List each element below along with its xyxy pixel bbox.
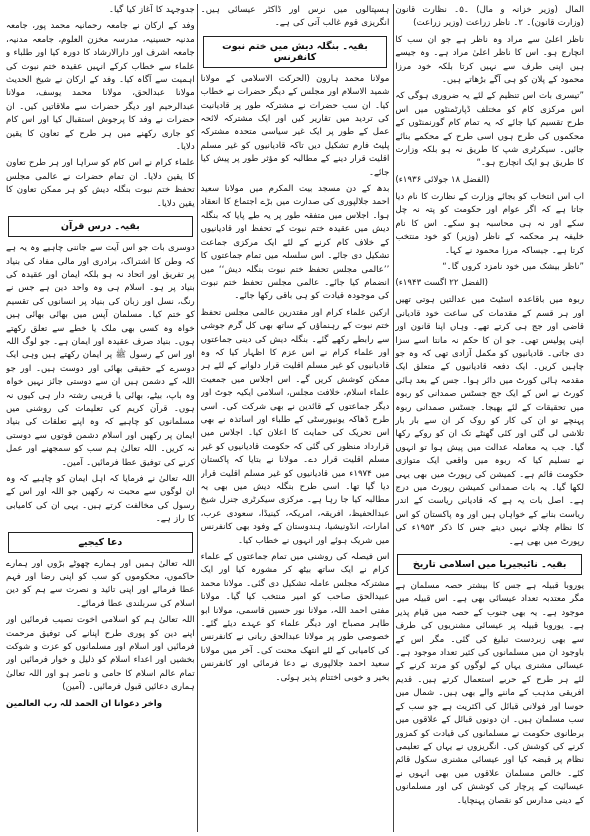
article-paragraph: ”ناظر بیشک میں خود نامزد کروں گا۔“ (442, 261, 584, 272)
section-heading: بقیہ۔ نائیجیریا میں اسلامی تاریخ (397, 554, 582, 575)
article-paragraph: ارکین علماء کرام اور مقتدرین عالمی مجلس تحفظ ختم نبوت کے رہنماؤں کے ساتھ بھی کل گرم جوشی سے رابطے رکھے گئے۔ بنگلہ دیش کی دینی جماعتوں اور علماء کرام نے اس عزم کا اظہار کیا کہ وہ قادیانیوں کو غیر مسلم اقلیت قرار دلوانے کے لئے ہر ممکن کوشش کریں گے۔ اس اجلاس میں جمعیت علماء اسلام، خلافت مجلس، اسلامی ایکیہ جوٹ اور دیگر جماعتوں کے قائدین نے بھی شرکت کی۔ اسی طرح ڈھاکہ یونیورسٹی کے طلباء اور اساتذہ نے بھی اس تحریک کی حمایت کا اعلان کیا۔ اجلاس میں قرارداد منظور کی گئی کہ حکومت قادیانیوں کو غیر مسلم اقلیت قرار دے۔ مولانا نے بتایا کہ پاکستان میں ۱۹۷۴ء میں قادیانیوں کو غیر مسلم اقلیت قرار دیا گیا تھا۔ اسی طرح بنگلہ دیش میں بھی یہ مطالبہ کیا جا رہا ہے۔ مرکزی سیکرٹری جنرل شیخ عبدالحفیظ، افریقہ، امریکہ، کینیڈا، سعودی عرب، امارات، انڈونیشیا، ہندوستان کے وفود بھی کانفرنس میں شریک ہوئے اور انہوں نے خطاب کیا۔ (200, 307, 390, 546)
citation-date: (الفضل ۱۸ جولائی ۱۹۳۶ء) (395, 174, 490, 185)
article-paragraph: ”تیسری بات اس تنظیم کے لئے یہ ضروری ہوگی کہ اس مرکزی کام کو مختلف ڈپارٹمنٹوں میں اس طرح تقسیم کیا جائے کہ یہ تمام کام گورنمنٹوں کے محکموں کی طرح ہوں اسی طرح کے محکمے بنائے جائیں۔ سیکرٹری شپ کا طریق نہ ہو بلکہ وزارت کا طریق ہو ایک انچارج ہو۔“ (395, 91, 584, 169)
article-paragraph: وفد کے ارکان نے جامعہ رحمانیہ محمد پور، جامعہ مدنیہ حسینیہ، مدرسہ مخزن العلوم، جامعہ مدنیہ، جامعہ اشرف اور دارالارشاد کا دورہ کیا اور طلباء و علماء سے خطاب کرکے انہیں عقیدہ ختم نبوت کی اہمیت سے آگاہ کیا۔ وفد کے ارکان نے شیخ الحدیث مولانا عبدالحق، مولانا محمد یوسف، مولانا عبدالرحیم اور دیگر حضرات سے ملاقاتیں کیں۔ ان حضرات نے وفد کا پرجوش استقبال کیا اور اس کام کو جاری رکھنے میں ہر طرح کے تعاون کا یقین دلایا۔ (6, 21, 195, 153)
article-paragraph: المال (وزیر خزانہ و مال) ۔۵۔ نظارت قانون (وزارت قانون)۔ ۲۔ ناظر زراعت (وزیر زراعت) (395, 5, 584, 29)
column-middle (201, 4, 390, 832)
article-paragraph: ناظر اعلیٰ سے مراد وہ ناظر ہے جو ان سب کا انچارج ہو۔ اس کا ناظر اعلیٰ مراد ہے۔ وہ جیسے ہیں اپنی طرف سے نہیں کرتا بلکہ خود مرزا محمود کے پلان کو ہی آگے بڑھاتے ہیں۔ (395, 34, 584, 86)
citation-date: (الفضل ۲۲ اگست ۱۹۴۳ء) (395, 278, 488, 289)
article-paragraph: اب اس انتخاب کو بجائے وزارت کے نظارت کا نام دیا جاتا ہے کہ اگر عوام اور حکومت کو پتہ نہ چل سکے اور نہ ہی محاسبہ ہو سکے۔ اس کا نام خلیفہ ہر محکمہ کے ناظر (وزیر) کو خود منتخب کرتا ہے۔ جیساکہ مرزا محمود نے کہا۔ (395, 191, 584, 256)
article-paragraph: اس فیصلہ کی روشنی میں تمام جماعتوں کے علماء کرام نے ایک ساتھ بیٹھ کر مشورہ کیا اور ایک مشترکہ مجلس عاملہ تشکیل دی گئی۔ مولانا محمد عبیدالحق صاحب کو امیر منتخب کیا گیا۔ مولانا مفتی احمد اللہ، مولانا نور حسین قاسمی، مولانا ابو طاہر مصباح اور دیگر علماء کو عہدے دیئے گئے۔ خصوصی طور پر مولانا عبدالحق ربانی نے کانفرنس کی کامیابی کے لئے انتھک محنت کی۔ آخر میں مولانا سعید احمد جلالپوری نے دعا فرمائی اور کانفرنس بخیر و خوبی اختتام پذیر ہوئی۔ (200, 552, 390, 683)
article-paragraph: جدوجہد کا آغاز کیا گیا۔ (108, 5, 195, 15)
section-heading: بقیہ۔ درس قرآن (8, 216, 193, 237)
closing-line: واخر دعوانا ان الحمد للہ رب العالمین (6, 698, 163, 709)
section-heading: دعا کیجیے (8, 532, 193, 553)
article-paragraph: اللہ تعالیٰ ہمیں اور ہمارے چھوٹے بڑوں اور ہمارے حاکموں، محکوموں کو سب کو اپنی رضا اور فہم عطا فرمائے اور اپنی تائید و نصرت سے ہم کو دین اسلام کی سربلندی عطا فرمائے۔ (6, 558, 195, 609)
article-paragraph: ربوہ میں باقاعدہ اسٹیٹ میں عدالتیں ہوتی تھیں اور ہر قسم کے مقدمات کی ساعت خود قادیانی قاضی اور جج ہی کرتے تھے۔ وہاں اپنا قانون اور اپنی پولیس تھی۔ جو ان کا حکم نہ مانتا اسے سزا دی جاتی۔ قادیانیوں کو مکمل آزادی تھی کہ وہ جو چاہیں کریں۔ ایک دفعہ قادیانیوں کے متعلق ایک مقدمہ ہائی کورٹ میں دائر ہوا۔ جس کے بعد ہائی کورٹ نے اس کے ایک جج جسٹس صمدانی کو ربوہ میں تحقیقات کے لئے بھیجا۔ جسٹس صمدانی ربوہ پہنچے تو ان کی کار کو روک کر ان سے بار بار تلاشی لی گئی اور کئی گھنٹے تک ان کو روکے رکھا گیا۔ جب یہ معاملہ عدالت میں پیش ہوا تو انہوں نے تسلیم کیا کہ ربوہ میں واقعی ایک متوازی حکومت قائم ہے۔ کمیشن کی رپورٹ میں بھی یہی لکھا گیا۔ یہ بات صمدانی کمیشن رپورٹ میں درج ہے۔ اصل بات یہ ہے کہ قادیانی ریاست کے اندر ریاست بنانے کے خواہاں ہیں اور وہ پاکستان کو اس کا نظام چلانے نہیں دیتے جس کا ذکر ۱۹۵۳ء کی رپورٹ میں بھی ہے۔ (395, 295, 584, 547)
article-paragraph: اللہ تعالیٰ نے فرمایا کہ اہل ایمان کو چاہیے کہ وہ ان لوگوں سے محبت نہ رکھیں جو اللہ اور اس کے رسول کی مخالفت کرتے ہیں۔ یہی ان کی کامیابی کا راز ہے۔ (6, 474, 195, 525)
article-paragraph: یوروبا قبیلہ ہے جس کا بیشتر حصہ مسلمان ہے مگر معتدبہ تعداد عیسائی بھی ہے۔ اس قبیلہ میں موجود ہے۔ یہ بھی جنوب کے حصہ میں قیام پذیر ہے۔ یوروبا قبیلہ پر عیسائی مشنریوں کی طرف سے بھی زبردست تبلیغ کی گئی۔ مگر اس کے باوجود ان میں مسلمانوں کی کثیر تعداد موجود ہے۔ عیسائی مشنری یہاں کے لوگوں کو مرتد کرنے کے لئے ہر طرح کے حربے استعمال کرتے ہیں۔ قدیم افریقی مذہب کے ماننے والے بھی ہیں۔ شمال میں حوسا اور فولانی قبائل کی اکثریت ہے جو سب کے سب مسلمان ہیں۔ ان دونوں قبائل کے علاقوں میں برطانوی حکومت نے مسلمانوں کی قیادت کو کمزور کرنے کی کوشش کی۔ انگریزوں نے یہاں کے تعلیمی نظام پر قبضہ کیا اور عیسائی مشنری سکول قائم کئے۔ خالص مسلمان علاقوں میں بھی انہوں نے عیسائیت کے پرچار کی کوشش کی اور مسلمانوں کے دینی مدارس کو نقصان پہنچایا۔ (395, 581, 584, 806)
column-divider (393, 4, 394, 832)
article-paragraph: ہسپتالوں میں نرس اور ڈاکٹر عیسائی ہیں۔ انگریزی قوم غالب آتی کی ہے۔ (200, 5, 390, 29)
column-left (6, 4, 195, 832)
article-paragraph: علماء کرام نے اس کام کو سراہا اور ہر طرح تعاون کا یقین دلایا۔ ان تمام حضرات نے عالمی مجلس تحفظ ختم نبوت بنگلہ دیش کو ہر ممکن تعاون کا یقین دلایا۔ (6, 158, 195, 209)
column-right (395, 4, 584, 832)
article-paragraph: بدھ کے دن مسجد بیت المکرم میں مولانا سعید احمد جلالپوری کی صدارت میں بڑے اجتماع کا انعقاد ہوا۔ اجلاس میں متفقہ طور پر یہ طے پایا کہ بنگلہ دیش میں عقیدہ ختم نبوت کے تحفظ اور قادیانیوں کے خلاف کام کرنے کے لئے ایک مرکزی جماعت تشکیل دی جائے۔ اس سلسلہ میں تمام جماعتوں کا ’’عالمی مجلس تحفظ ختم نبوت بنگلہ دیش‘‘ میں انضمام کیا جائے۔ عالمی مجلس تحفظ ختم نبوت کی موجودہ قیادت کو ہی باقی رکھا جائے۔ (200, 184, 390, 302)
section-heading: بقیہ۔ بنگلہ دیش میں ختم نبوت کانفرنس (203, 36, 388, 68)
article-paragraph: دوسری بات جو اس آیت سے جاننی چاہیے وہ یہ ہے کہ وطن کا اشتراک، برادری اور مالی مفاد کی بنیاد پر تفریق اور اتحاد نہ ہو بلکہ ایمان اور عقیدہ کی بنیاد پر ہو۔ اسلام ہی وہ واحد دین ہے جس نے رنگ، نسل اور زبان کی بنیاد پر انسانوں کی تقسیم کو ختم کیا۔ مسلمان آپس میں بھائی بھائی ہیں خواہ وہ کسی بھی ملک یا خطے سے تعلق رکھتے ہوں۔ بنیاد صرف عقیدہ اور ایمان ہے۔ جو لوگ اللہ اور اس کے رسول ﷺ پر ایمان رکھتے ہیں وہی ایک دوسرے کے حقیقی بھائی اور دوست ہیں۔ اور جو اللہ کے دشمن ہیں ان سے دوستی جائز نہیں خواہ وہ باپ، بیٹے، بھائی یا قریبی رشتہ دار ہی کیوں نہ ہوں۔ قرآن کریم کی تعلیمات کی روشنی میں مسلمانوں کو چاہیے کہ وہ اپنے تعلقات کی بنیاد ایمان پر رکھیں اور اسلام دشمن قوتوں سے دوستی نہ کریں۔ اللہ تعالیٰ ہم سب کو سمجھنے اور عمل کرنے کی توفیق عطا فرمائیں۔ آمین۔ (6, 243, 195, 468)
article-paragraph: اللہ تعالیٰ ہم کو اسلامی اخوت نصیب فرمائیں اور اپنے دین کو پوری طرح اپنانے کی توفیق مرحمت فرمائیں اور اسلام اور مسلمانوں کو عزت و شوکت بخشیں اور اعداء اسلام کو ذلیل و خوار فرمائیں اور تمام عالم اسلام کا حامی و ناصر ہو اور اللہ تعالیٰ ہماری دعائیں قبول فرمائیں۔ (آمین) (6, 615, 195, 693)
column-divider (197, 4, 198, 832)
article-paragraph: مولانا محمد ہارون (الحرکت الاسلامی کے مولانا شمید الاسلام اور مجلس کے دیگر حضرات نے خطاب کیا۔ ان سب حضرات نے مشترکہ طور پر قادیانیت کی تردید میں تقاریر کیں اور ایک مشترکہ لائحہ عمل کے طور پر ایک غیر سیاسی متحدہ مشترکہ پلیٹ فارم تشکیل دیں تاکہ قادیانیوں کو غیر مسلم اقلیت قرار دینے کے مطالبہ کو مؤثر طور پر پیش کیا جائے۔ (200, 73, 390, 178)
